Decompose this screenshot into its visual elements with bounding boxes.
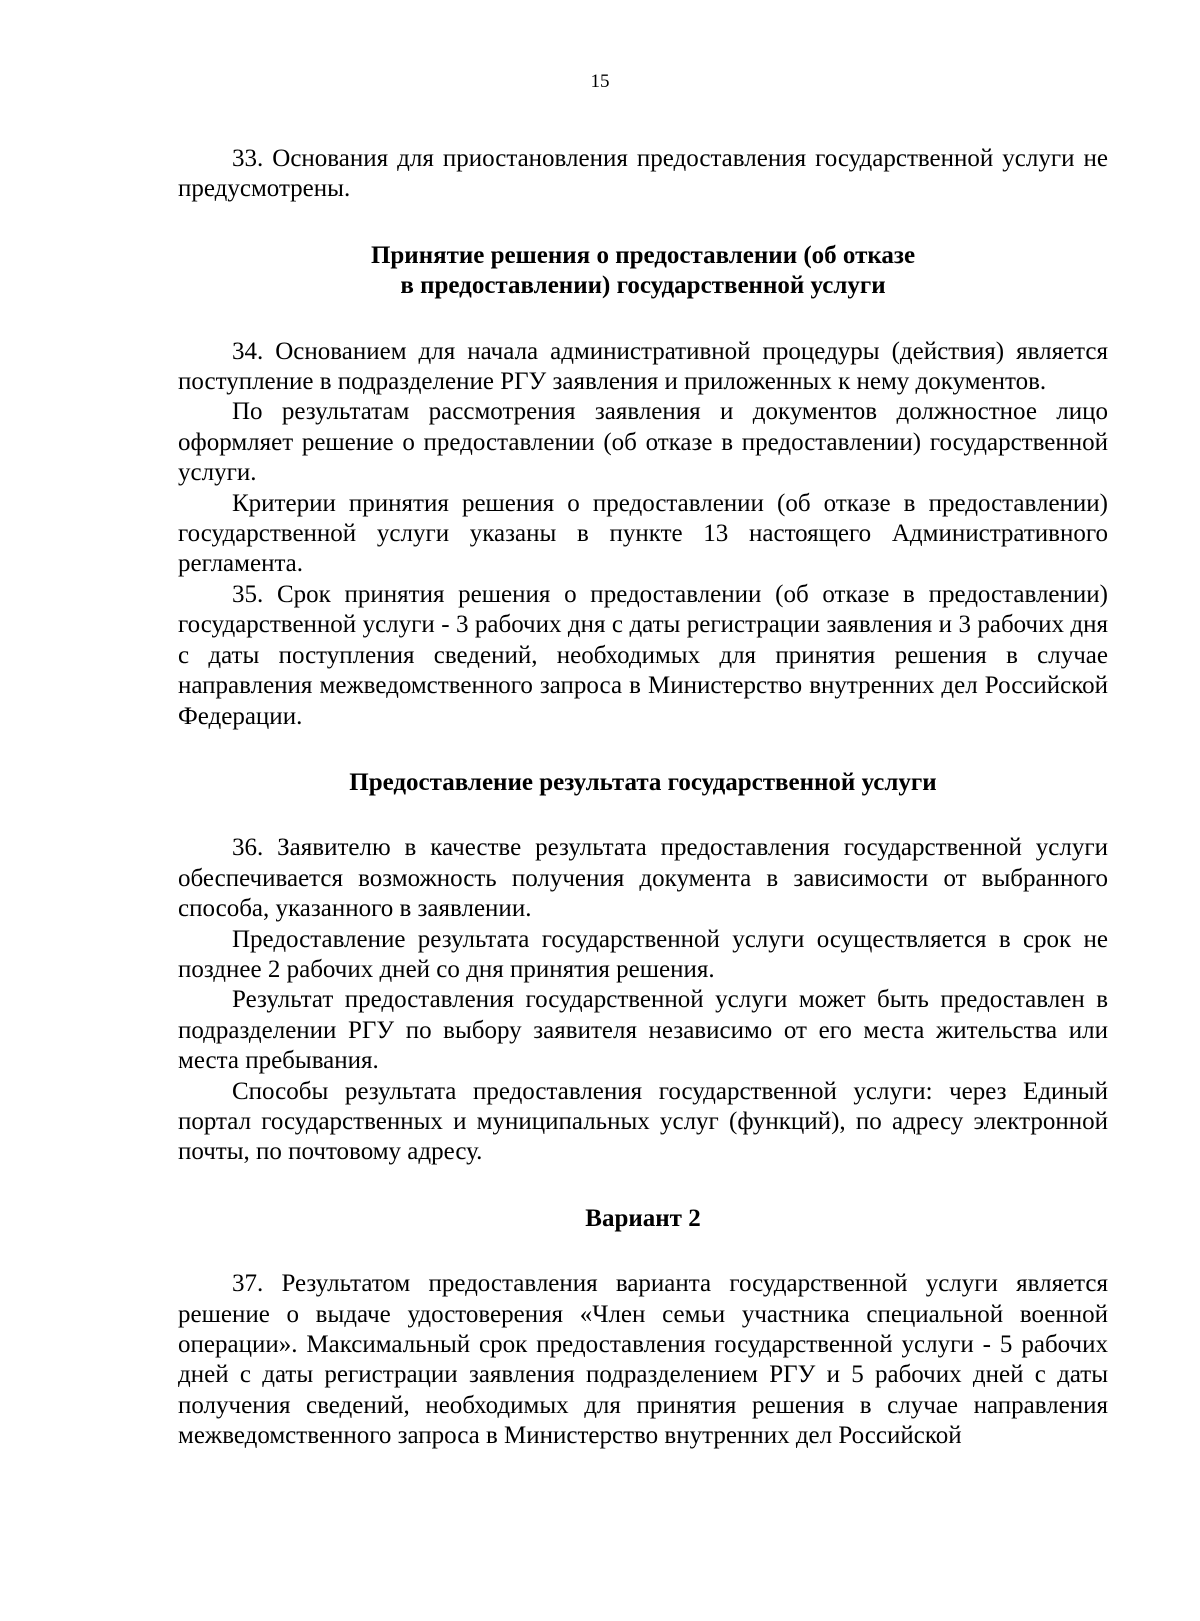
paragraph-36: 36. Заявителю в качестве результата предоставления государственной услуги обеспечивается возможность получения документа в зависимости от выбранного способа, указанного в заявлении. <box>178 834 1108 923</box>
heading-decision-line-1: Принятие решения о предоставлении (об отказе <box>370 241 916 269</box>
heading-variant-2-line-1: Вариант 2 <box>585 1204 701 1232</box>
document-body <box>178 144 1108 1452</box>
paragraph-36-methods: Способы результата предоставления государственной услуги: через Единый портал государственных и муниципальных услуг (функций), по адресу электронной почты, по почтовому адресу. <box>178 1077 1108 1166</box>
paragraph-34-results: По результатам рассмотрения заявления и документов должностное лицо оформляет решение о предоставлении (об отказе в предоставлении) государственной услуги. <box>178 398 1108 487</box>
paragraph-37: 37. Результатом предоставления варианта государственной услуги является решение о выдаче удостоверения «Член семьи участника специальной военной операции». Максимальный срок предоставления государственной услуги - 5 рабочих дней с даты регистрации заявления подразделением РГУ и 5 рабочих дней с даты получения сведений, необходимых для принятия решения в случае направления межведомственного запроса в Министерство внутренних дел Российской <box>178 1270 1108 1450</box>
heading-result-provision <box>178 768 1108 798</box>
paragraph-36-place: Результат предоставления государственной услуги может быть предоставлен в подразделении РГУ по выбору заявителя независимо от его места жительства или места пребывания. <box>178 986 1108 1075</box>
paragraph-35: 35. Срок принятия решения о предоставлении (об отказе в предоставлении) государственной услуги - 3 рабочих дня с даты регистрации заявления и 3 рабочих дня с даты поступления сведений, необходимых для принятия решения в случае направления межведомственного запроса в Министерство внутренних дел Российской Федерации. <box>178 580 1108 730</box>
paragraph-33: 33. Основания для приостановления предоставления государственной услуги не предусмотрены. <box>178 145 1108 203</box>
paragraph-34-criteria: Критерии принятия решения о предоставлении (об отказе в предоставлении) государственной услуги указаны в пункте 13 настоящего Административного регламента. <box>178 489 1108 578</box>
heading-decision <box>178 241 1108 302</box>
heading-result-provision-line-1: Предоставление результата государственной услуги <box>349 768 937 796</box>
heading-variant-2 <box>178 1204 1108 1234</box>
heading-decision-line-2: в предоставлении) государственной услуги <box>400 272 886 300</box>
page-number: 15 <box>590 71 610 92</box>
paragraph-36-term: Предоставление результата государственной услуги осуществляется в срок не позднее 2 рабочих дней со дня принятия решения. <box>178 925 1108 983</box>
paragraph-34: 34. Основанием для начала административной процедуры (действия) является поступление в подразделение РГУ заявления и приложенных к нему документов. <box>178 337 1108 396</box>
